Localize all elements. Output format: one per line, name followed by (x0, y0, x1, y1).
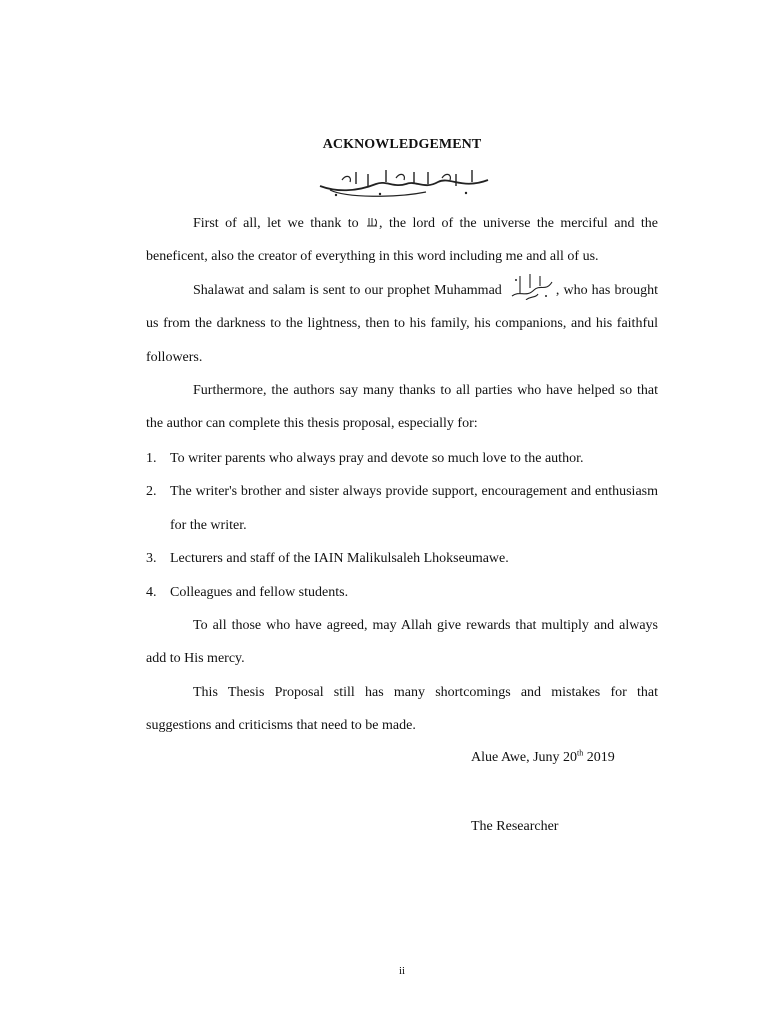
page-title: ACKNOWLEDGEMENT (322, 137, 482, 152)
allah-calligraphy-icon (365, 216, 379, 228)
list-item-number: 4. (146, 584, 157, 600)
list-item (146, 442, 658, 475)
list-item (146, 475, 658, 542)
basmala-calligraphy-icon (316, 168, 492, 198)
closing-date (471, 750, 615, 766)
page-number: ii (398, 965, 406, 977)
paragraph-3: Furthermore, the authors say many thanks to all parties who have helped so that the author can complete this thesis proposal, especially for: (146, 383, 658, 432)
list-item (146, 576, 658, 609)
list-item-text: Lecturers and staff of the IAIN Malikulsaleh Lhokseumawe. (170, 551, 509, 567)
date-suffix: 2019 (583, 750, 615, 765)
paragraph-1-start: First of all, let we thank to (193, 216, 366, 231)
list-item-text: To writer parents who always pray and devote so much love to the author. (170, 451, 584, 466)
paragraph-5: This Thesis Proposal still has many shortcomings and mistakes for that suggestions and criticisms that need to be made. (146, 685, 658, 734)
list-item-number: 1. (146, 451, 157, 466)
list-item (146, 542, 658, 575)
paragraph-2-end: , who has brought us from the darkness to the lightness, then to his family, his companions, and his faithful followers. (146, 283, 658, 365)
acknowledgement-list (146, 442, 658, 609)
paragraph-1 (146, 207, 658, 274)
list-item-number: 3. (146, 551, 157, 567)
paragraph-4: To all those who have agreed, may Allah give rewards that multiply and always add to His mercy. (146, 618, 658, 667)
signature-label: The Researcher (471, 819, 559, 834)
list-item-number: 2. (146, 484, 157, 500)
list-item-text: The writer's brother and sister always provide support, encouragement and enthusiasm for the writer. (170, 484, 658, 533)
paragraph-2 (146, 274, 658, 374)
date-prefix: Alue Awe, Juny 20 (471, 750, 578, 765)
date-superscript: th (577, 748, 584, 758)
paragraph-2-start: Shalawat and salam is sent to our prophet Muhammad (193, 283, 506, 298)
paragraph-1-end: , the lord of the universe the merciful and the beneficent, also the creator of everything in this word including me and all of us. (146, 216, 658, 265)
list-item-text: Colleagues and fellow students. (170, 584, 349, 600)
salawat-calligraphy-icon (506, 274, 556, 300)
